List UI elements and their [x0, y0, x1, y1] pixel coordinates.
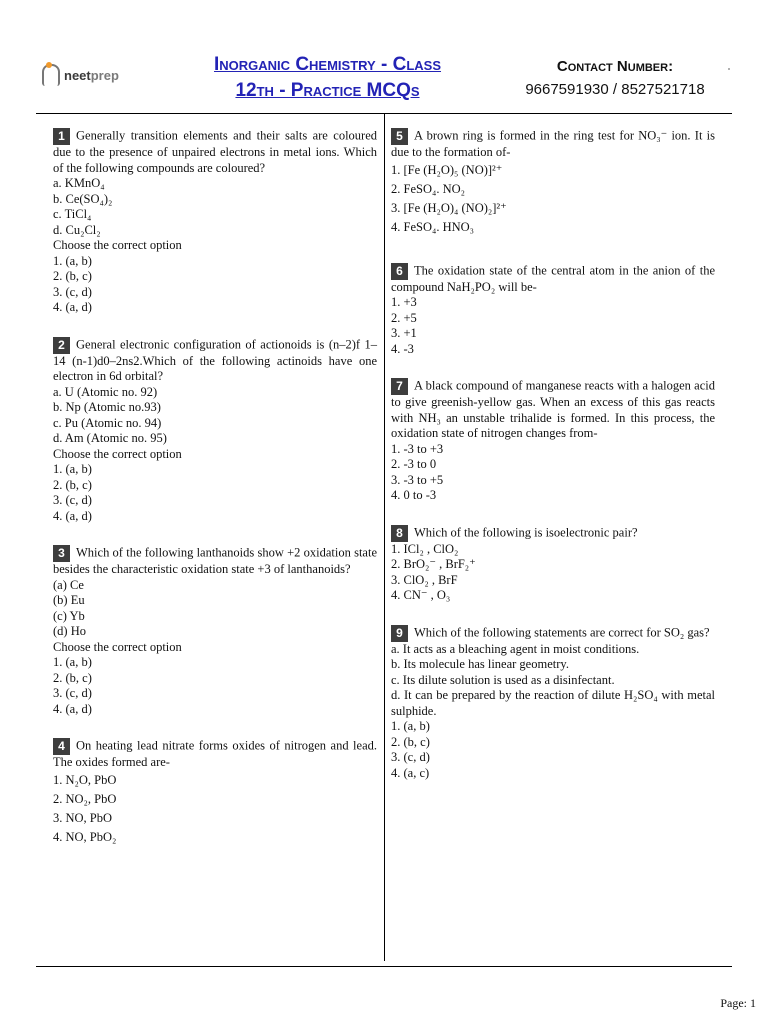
- question-text: 5 A brown ring is formed in the ring test for NO₃⁻ ion. It is due to the formation of-: [391, 128, 715, 159]
- statement: (c) Yb: [53, 608, 85, 623]
- question-number: 3: [53, 545, 70, 562]
- option: 4. CN⁻ , O₃: [391, 588, 451, 602]
- option: 3. ClO₂ , BrF: [391, 572, 458, 587]
- question-1: [53, 128, 377, 316]
- option: 4. FeSO₄. HNO₃: [391, 219, 475, 234]
- option: 1. ICl₂ , ClO₂: [391, 541, 459, 556]
- option: 3. (c, d): [53, 493, 92, 507]
- option: 2. (b, c): [53, 477, 92, 492]
- question-4: [53, 738, 377, 847]
- option: 3. +1: [391, 326, 417, 340]
- statement: b. Ce(SO₄)₂: [53, 191, 113, 206]
- option: 1. (a, b): [53, 655, 92, 669]
- statement: b. Its molecule has linear geometry.: [391, 657, 569, 671]
- contact-label: Contact Number:: [556, 58, 674, 75]
- footer-divider: [36, 966, 732, 967]
- option: 3. -3 to +5: [391, 472, 444, 487]
- question-number: 6: [391, 263, 408, 280]
- question-6: [391, 263, 715, 358]
- option: 1. (a, b): [391, 719, 430, 733]
- option: 2. (b, c): [391, 734, 430, 749]
- logo-icon: [42, 64, 60, 86]
- question-number: 5: [391, 128, 408, 145]
- page-number: Page: 1: [720, 996, 756, 1010]
- contact-numbers: 9667591930 / 8527521718: [525, 81, 705, 98]
- prompt: Choose the correct option: [53, 639, 182, 654]
- title-line-2: 12th - Practice MCQs: [235, 80, 420, 101]
- right-column: [391, 128, 715, 802]
- option: 2. NO₂, PbO: [53, 791, 117, 806]
- option: 1. -3 to +3: [391, 441, 444, 456]
- prompt: Choose the correct option: [53, 446, 182, 461]
- option: 3. NO, PbO: [53, 810, 113, 825]
- question-text: 8 Which of the following is isoelectronic pair?: [391, 525, 715, 542]
- question-text: 1 Generally transition elements and their salts are coloured due to the presence of unpaired electrons in metal ions. Which of the following compounds are coloured?: [53, 128, 377, 175]
- option: 3. (c, d): [391, 750, 430, 764]
- statement: (d) Ho: [53, 624, 86, 638]
- option: 3. (c, d): [53, 284, 92, 299]
- column-divider: [384, 113, 385, 961]
- option: 4. (a, d): [53, 508, 92, 523]
- option: 4. NO, PbO₂: [53, 829, 117, 844]
- question-number: 7: [391, 378, 408, 395]
- logo-prep-text: prep: [90, 67, 119, 83]
- question-number: 2: [53, 337, 70, 354]
- question-2: [53, 337, 377, 525]
- neetprep-logo: [42, 64, 119, 86]
- page-title: [150, 52, 505, 104]
- option: 3. (c, d): [53, 686, 92, 700]
- option: 2. -3 to 0: [391, 457, 437, 471]
- option: 4. 0 to -3: [391, 488, 437, 502]
- question-text: 9 Which of the following statements are correct for SO₂ gas?: [391, 625, 715, 642]
- question-number: 8: [391, 525, 408, 542]
- option: 4. (a, d): [53, 300, 92, 314]
- option: 2. BrO₂⁻ , BrF₂⁺: [391, 557, 476, 571]
- title-line-1: Inorganic Chemistry - Class: [213, 54, 442, 75]
- question-text: 7 A black compound of manganese reacts with a halogen acid to give greenish-yellow gas. When an excess of this gas reacts with NH₃ an unstable trihalide is formed. In this process, the oxidation state of nitrogen changes from-: [391, 378, 715, 440]
- decorative-dot: [728, 68, 730, 70]
- option: 3. [Fe (H₂O)₄ (NO)₂]²⁺: [391, 200, 507, 215]
- question-9: [391, 625, 715, 782]
- option: 1. N₂O, PbO: [53, 772, 117, 787]
- statement: a. U (Atomic no. 92): [53, 384, 158, 399]
- option: 4. (a, c): [391, 765, 430, 780]
- logo-neet-text: neet: [64, 67, 91, 83]
- prompt: Choose the correct option: [53, 238, 182, 252]
- statement: (a) Ce: [53, 577, 84, 592]
- statement: c. Its dilute solution is used as a disinfectant.: [391, 672, 615, 687]
- question-text: 2 General electronic configuration of actionoids is (n–2)f 1–14 (n-1)d0–2ns2.Which of the following actinoids have one electron in 6d orbital?: [53, 336, 377, 383]
- question-8: [391, 525, 715, 604]
- option: 1. (a, b): [53, 253, 92, 268]
- option: 1. +3: [391, 295, 417, 309]
- question-text: 3 Which of the following lanthanoids show +2 oxidation state besides the characteristic oxidation state +3 of lanthanoids?: [53, 545, 377, 576]
- option: 2. (b, c): [53, 269, 92, 283]
- statement: d. Am (Atomic no. 95): [53, 431, 167, 445]
- option: 4. -3: [391, 341, 414, 356]
- statement: a. It acts as a bleaching agent in moist conditions.: [391, 641, 640, 656]
- contact-block: [505, 56, 725, 102]
- statement: (b) Eu: [53, 593, 85, 607]
- question-text: 4 On heating lead nitrate forms oxides of nitrogen and lead. The oxides formed are-: [53, 738, 377, 769]
- statement: a. KMnO₄: [53, 176, 105, 190]
- question-number: 4: [53, 738, 70, 755]
- statement: d. Cu₂Cl₂: [53, 222, 101, 237]
- question-number: 1: [53, 128, 70, 145]
- question-5: [391, 128, 715, 237]
- statement: d. It can be prepared by the reaction of dilute H₂SO₄ with metal sulphide.: [391, 688, 715, 718]
- question-text: 6 The oxidation state of the central atom in the anion of the compound NaH₂PO₂ will be-: [391, 262, 715, 294]
- statement: c. TiCl₄: [53, 207, 92, 221]
- left-column: [53, 128, 377, 868]
- statement: c. Pu (Atomic no. 94): [53, 415, 162, 430]
- option: 2. +5: [391, 310, 417, 325]
- option: 1. [Fe (H₂O)₅ (NO)]²⁺: [391, 162, 503, 177]
- statement: b. Np (Atomic no.93): [53, 400, 161, 414]
- option: 2. FeSO₄. NO₂: [391, 181, 465, 196]
- option: 1. (a, b): [53, 462, 92, 476]
- question-3: [53, 545, 377, 717]
- question-7: [391, 378, 715, 504]
- option: 2. (b, c): [53, 670, 92, 685]
- option: 4. (a, d): [53, 701, 92, 716]
- question-number: 9: [391, 625, 408, 642]
